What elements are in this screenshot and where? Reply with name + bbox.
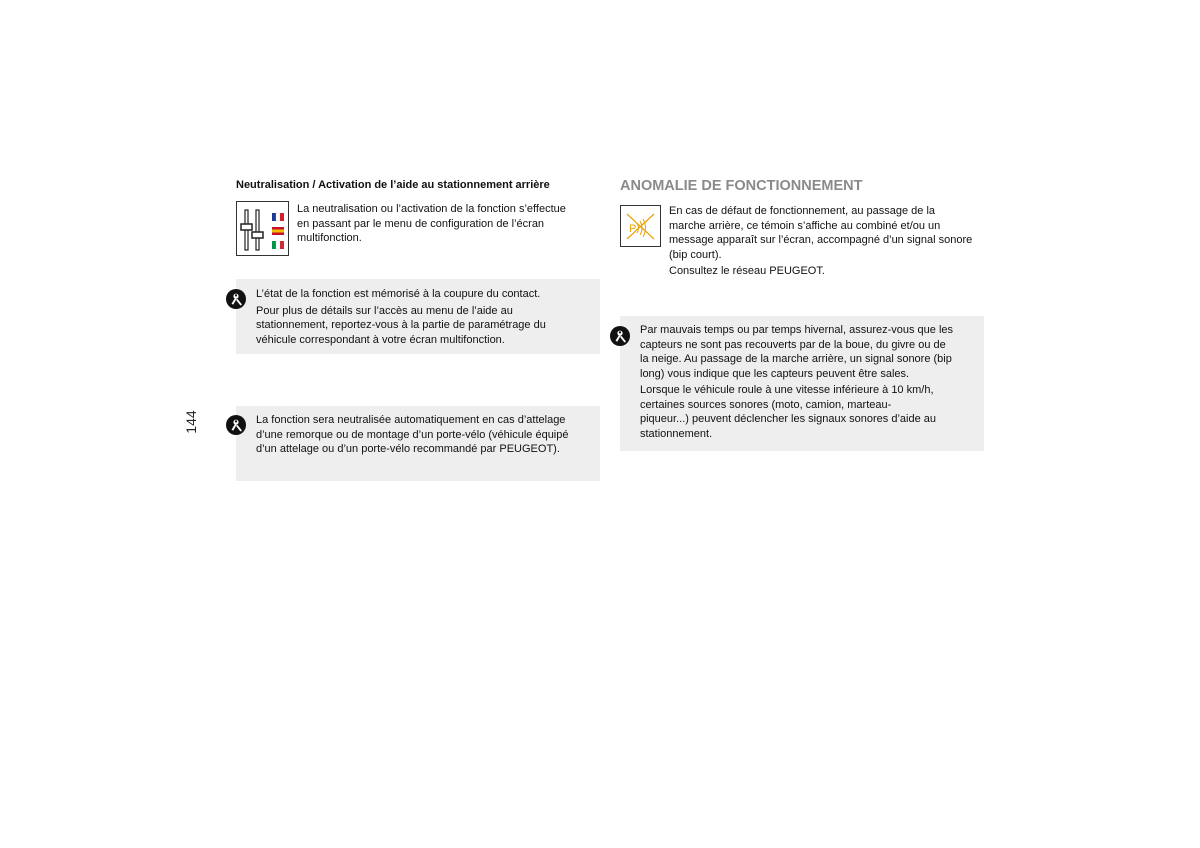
text-line: en passant par le menu de configuration de l’écran bbox=[297, 217, 545, 230]
text-line: La neutralisation ou l’activation de la fonction s’effectue bbox=[297, 203, 566, 215]
text-line: stationnement, reportez-vous à la partie de paramétrage du bbox=[256, 319, 546, 331]
text-line: L’état de la fonction est mémorisé à la coupure du contact. bbox=[256, 288, 541, 300]
text-line: véhicule correspondant à votre écran multifonction. bbox=[256, 333, 505, 346]
text-line: (bip court). bbox=[669, 248, 722, 261]
note-text-memory bbox=[256, 287, 591, 347]
text-line: Par mauvais temps ou par temps hivernal, assurez-vous que les bbox=[640, 324, 954, 336]
park-assist-fault-icon bbox=[620, 205, 661, 247]
anomaly-intro-text bbox=[669, 204, 989, 279]
multifunction-settings-icon bbox=[236, 201, 289, 256]
note-text-sensors bbox=[640, 323, 980, 441]
info-spanner-icon bbox=[610, 326, 630, 346]
text-line: La fonction sera neutralisée automatiquement en cas d’attelage bbox=[256, 414, 566, 426]
text-line: la neige. Au passage de la marche arrière, un signal sonore (bip bbox=[640, 353, 952, 365]
text-line: multifonction. bbox=[297, 232, 362, 244]
text-line: d’un attelage ou d’un porte-vélo recommandé par PEUGEOT). bbox=[256, 443, 560, 455]
text-line: stationnement. bbox=[640, 427, 713, 440]
text-line: En cas de défaut de fonctionnement, au passage de la bbox=[669, 205, 936, 217]
note-text-towbar bbox=[256, 413, 591, 457]
info-spanner-icon bbox=[226, 289, 246, 309]
info-spanner-icon bbox=[226, 415, 246, 435]
section-heading: Neutralisation / Activation de l’aide au stationnement arrière bbox=[236, 179, 550, 191]
page-number: 144 bbox=[183, 410, 199, 434]
svg-text:P: P bbox=[629, 223, 637, 235]
text-line: long) vous indique que les capteurs peuvent être sales. bbox=[640, 367, 910, 380]
text-line: Pour plus de détails sur l’accès au menu de l’aide au bbox=[256, 304, 513, 317]
left-intro-text bbox=[297, 202, 592, 246]
anomaly-title: ANOMALIE DE FONCTIONNEMENT bbox=[620, 178, 863, 194]
text-line: certaines sources sonores (moto, camion, marteau- bbox=[640, 398, 892, 411]
text-line: capteurs ne sont pas recouverts par de la boue, du givre ou de bbox=[640, 338, 946, 351]
text-line: d’une remorque ou de montage d’un porte-vélo (véhicule équipé bbox=[256, 428, 569, 441]
consult-text: Consultez le réseau PEUGEOT. bbox=[669, 265, 825, 277]
text-line: piqueur...) peuvent déclencher les signaux sonores d’aide au bbox=[640, 413, 936, 425]
text-line: marche arrière, ce témoin s’affiche au combiné et/ou un bbox=[669, 219, 941, 232]
text-line: message apparaît sur l’écran, accompagné d’un signal sonore bbox=[669, 234, 973, 246]
text-line: Lorsque le véhicule roule à une vitesse inférieure à 10 km/h, bbox=[640, 384, 934, 396]
